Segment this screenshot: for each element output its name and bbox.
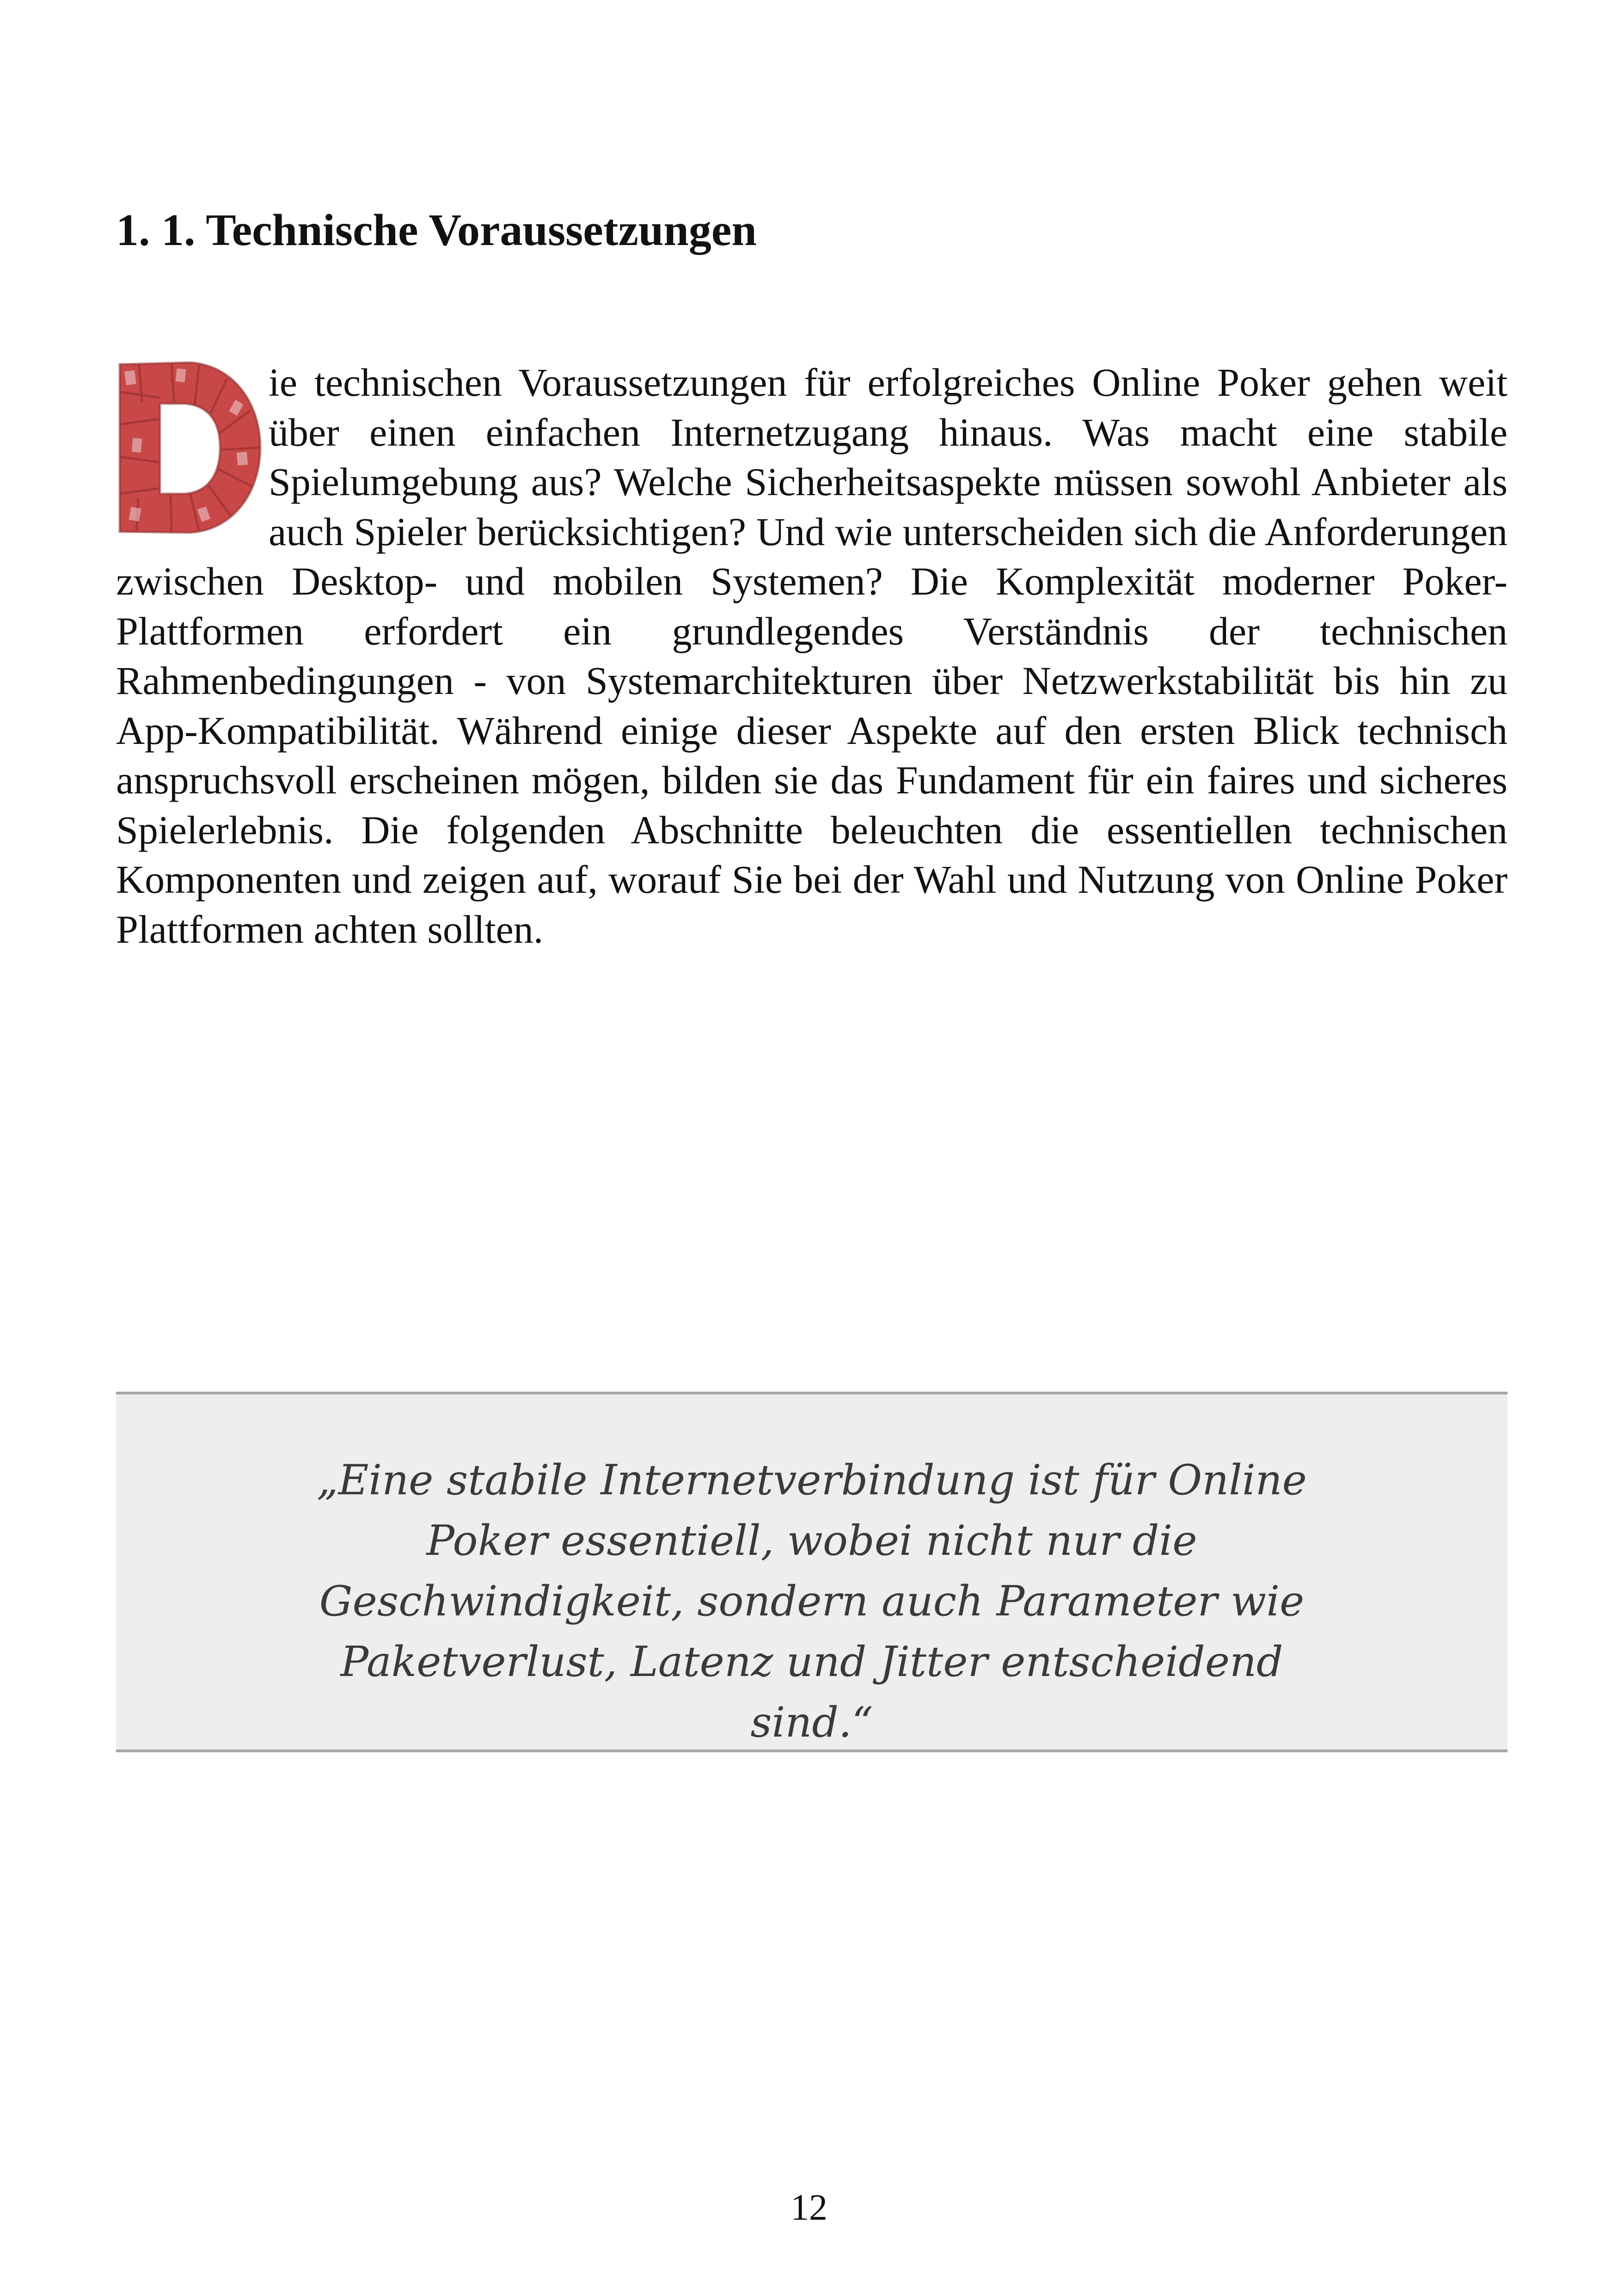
drop-cap-d-ornament <box>116 358 269 536</box>
pull-quote-text: „Eine stabile Internetverbindung ist für Online Poker essentiell, wobei nicht nur die Geschwindigkeit, sondern auch Parameter wie Paketverlust, Latenz und Jitter entscheidend sind.“ <box>317 1456 1307 1747</box>
pull-quote-box <box>116 1392 1508 1752</box>
section-heading: 1. 1. Technische Voraussetzungen <box>116 205 757 255</box>
intro-paragraph <box>116 358 1508 954</box>
page-number: 12 <box>791 2187 827 2228</box>
intro-text: ie technischen Voraussetzungen für erfolgreiches Online Poker gehen weit über einen einfachen Internetzugang hinaus. Was macht eine stabile Spielumgebung aus? Welche Sicherheitsaspekte müssen sowohl Anbieter als auch Spieler berücksichtigen? Und wie unterscheiden sich die Anforderungen zwischen Desktop- und mobilen Systemen? Die Komplexität moderner Poker-Plattformen erfordert ein grundlegendes Verständnis der technischen Rahmenbedingungen - von Systemarchitekturen über Netzwerkstabilität bis hin zu App-Kompatibilität. Während einige dieser Aspekte auf den ersten Blick technisch anspruchsvoll erscheinen mögen, bilden sie das Fundament für ein faires und sicheres Spielerlebnis. Die folgenden Abschnitte beleuchten die essentiellen technischen Komponenten und zeigen auf, worauf Sie bei der Wahl und Nutzung von Online Poker Plattformen achten sollten. <box>116 360 1508 952</box>
